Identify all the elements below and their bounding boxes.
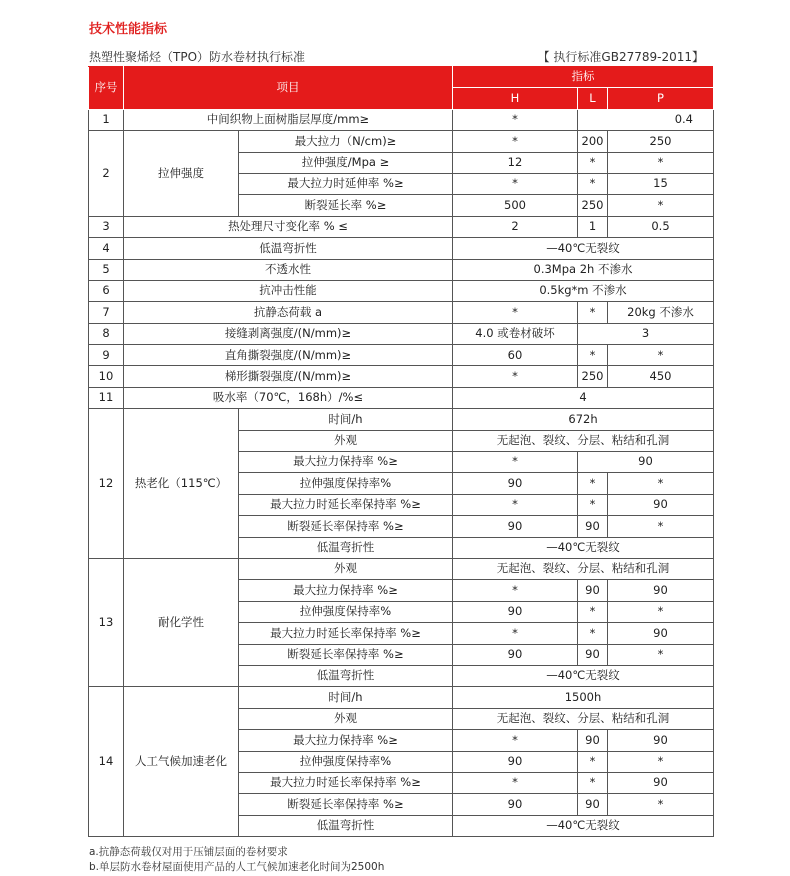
cell-h: * [453, 131, 578, 152]
row-item: 接缝剥离强度/(N/mm)≥ [124, 323, 453, 344]
cell-l: * [578, 751, 608, 772]
header-no: 序号 [89, 67, 124, 110]
cell-h: 500 [453, 195, 578, 216]
cell-lp: 90 [578, 452, 714, 473]
row-item: 抗冲击性能 [124, 280, 453, 301]
sub-item: 时间/h [239, 409, 453, 430]
header-l: L [578, 88, 608, 109]
footnotes [89, 845, 384, 875]
cell-p: 90 [608, 580, 714, 601]
cell-l: 90 [578, 644, 608, 665]
cell-h: 90 [453, 601, 578, 622]
cell-all: —40℃无裂纹 [453, 815, 714, 836]
table-row [89, 345, 714, 366]
sub-item: 拉伸强度保持率% [239, 751, 453, 772]
table-row [89, 687, 714, 708]
sub-item: 外观 [239, 558, 453, 579]
cell-all: 无起泡、裂纹、分层、粘结和孔洞 [453, 558, 714, 579]
cell-p: 90 [608, 772, 714, 793]
sub-item: 低温弯折性 [239, 537, 453, 558]
row-no: 11 [89, 387, 124, 408]
header-h: H [453, 88, 578, 109]
spec-table [88, 66, 714, 837]
table-row [89, 109, 714, 130]
cell-p: 90 [608, 623, 714, 644]
cell-lp: 3 [578, 323, 714, 344]
row-item: 直角撕裂强度/(N/mm)≥ [124, 345, 453, 366]
sub-item: 断裂延长率保持率 %≥ [239, 644, 453, 665]
cell-h: * [453, 452, 578, 473]
cell-p: * [608, 751, 714, 772]
cell-h: 90 [453, 751, 578, 772]
row-item: 梯形撕裂强度/(N/mm)≥ [124, 366, 453, 387]
cell-h: 2 [453, 216, 578, 237]
table-row [89, 366, 714, 387]
cell-l: 90 [578, 794, 608, 815]
standard-code: 【 执行标准GB27789-2011】 [537, 50, 704, 64]
cell-h: * [453, 366, 578, 387]
row-no: 10 [89, 366, 124, 387]
row-item: 不透水性 [124, 259, 453, 280]
cell-h: * [453, 580, 578, 601]
cell-l: * [578, 173, 608, 194]
cell-p: * [608, 152, 714, 173]
cell-p: * [608, 516, 714, 537]
row-no: 2 [89, 131, 124, 217]
standard-title: 热塑性聚烯烃（TPO）防水卷材执行标准 [89, 50, 306, 64]
cell-l: 250 [578, 366, 608, 387]
cell-l: 90 [578, 730, 608, 751]
section-heading: 技术性能指标 [89, 22, 168, 37]
cell-lp: 0.4 [578, 109, 714, 130]
cell-p: 15 [608, 173, 714, 194]
cell-l: 90 [578, 516, 608, 537]
cell-p: * [608, 195, 714, 216]
sub-item: 最大拉力保持率 %≥ [239, 452, 453, 473]
row-group: 人工气候加速老化 [124, 687, 239, 837]
cell-l: * [578, 601, 608, 622]
cell-p: * [608, 794, 714, 815]
sub-item: 低温弯折性 [239, 815, 453, 836]
sub-item: 拉伸强度保持率% [239, 473, 453, 494]
row-no: 1 [89, 109, 124, 130]
row-no: 9 [89, 345, 124, 366]
cell-all: —40℃无裂纹 [453, 537, 714, 558]
cell-h: * [453, 109, 578, 130]
sub-item: 拉伸强度/Mpa ≥ [239, 152, 453, 173]
cell-h: * [453, 494, 578, 515]
cell-l: * [578, 302, 608, 323]
row-item: 低温弯折性 [124, 238, 453, 259]
cell-h: 90 [453, 473, 578, 494]
table-row [89, 387, 714, 408]
cell-l: 90 [578, 580, 608, 601]
cell-p: 90 [608, 730, 714, 751]
cell-all: —40℃无裂纹 [453, 665, 714, 686]
table-row [89, 131, 714, 152]
cell-h: * [453, 730, 578, 751]
table-row [89, 558, 714, 579]
row-no: 13 [89, 558, 124, 686]
cell-h: 90 [453, 516, 578, 537]
cell-all: 4 [453, 387, 714, 408]
table-row [89, 216, 714, 237]
row-group: 耐化学性 [124, 558, 239, 686]
row-no: 7 [89, 302, 124, 323]
cell-l: * [578, 152, 608, 173]
row-no: 14 [89, 687, 124, 837]
sub-item: 断裂延长率 %≥ [239, 195, 453, 216]
cell-all: —40℃无裂纹 [453, 238, 714, 259]
sub-item: 时间/h [239, 687, 453, 708]
cell-l: * [578, 345, 608, 366]
cell-p: 250 [608, 131, 714, 152]
cell-h: 90 [453, 644, 578, 665]
cell-p: 450 [608, 366, 714, 387]
row-no: 6 [89, 280, 124, 301]
row-item: 热处理尺寸变化率 % ≤ [124, 216, 453, 237]
table-row [89, 280, 714, 301]
row-no: 12 [89, 409, 124, 559]
cell-p: * [608, 644, 714, 665]
sub-item: 拉伸强度保持率% [239, 601, 453, 622]
cell-l: * [578, 772, 608, 793]
cell-l: 200 [578, 131, 608, 152]
row-item: 吸水率（70℃，168h）/%≤ [124, 387, 453, 408]
cell-all: 0.5kg*m 不渗水 [453, 280, 714, 301]
row-no: 8 [89, 323, 124, 344]
footnote-a: a.抗静态荷载仅对用于压铺层面的卷材要求 [89, 846, 288, 858]
sub-item: 最大拉力时延长率保持率 %≥ [239, 494, 453, 515]
cell-l: 250 [578, 195, 608, 216]
row-no: 5 [89, 259, 124, 280]
cell-h: * [453, 623, 578, 644]
cell-all: 无起泡、裂纹、分层、粘结和孔洞 [453, 430, 714, 451]
cell-all: 无起泡、裂纹、分层、粘结和孔洞 [453, 708, 714, 729]
sub-item: 最大拉力时延长率保持率 %≥ [239, 772, 453, 793]
row-no: 4 [89, 238, 124, 259]
cell-p: * [608, 601, 714, 622]
cell-h: * [453, 302, 578, 323]
cell-l: * [578, 623, 608, 644]
sub-item: 断裂延长率保持率 %≥ [239, 794, 453, 815]
cell-p: * [608, 473, 714, 494]
row-group: 拉伸强度 [124, 131, 239, 217]
sub-item: 外观 [239, 430, 453, 451]
cell-h: * [453, 173, 578, 194]
header-item: 项目 [124, 67, 453, 110]
sub-item: 断裂延长率保持率 %≥ [239, 516, 453, 537]
sub-item: 最大拉力时延长率保持率 %≥ [239, 623, 453, 644]
row-no: 3 [89, 216, 124, 237]
cell-l: 1 [578, 216, 608, 237]
row-item: 抗静态荷载 a [124, 302, 453, 323]
row-item: 中间织物上面树脂层厚度/mm≥ [124, 109, 453, 130]
cell-hl: 4.0 或卷材破坏 [453, 323, 578, 344]
header-p: P [608, 88, 714, 109]
header-indicator: 指标 [453, 67, 714, 88]
cell-l: * [578, 494, 608, 515]
sub-item: 低温弯折性 [239, 665, 453, 686]
table-row [89, 302, 714, 323]
cell-l: * [578, 473, 608, 494]
cell-all: 1500h [453, 687, 714, 708]
sub-item: 最大拉力（N/cm)≥ [239, 131, 453, 152]
cell-p: * [608, 345, 714, 366]
table-row [89, 323, 714, 344]
cell-p: 90 [608, 494, 714, 515]
cell-p: 0.5 [608, 216, 714, 237]
cell-p: 20kg 不渗水 [608, 302, 714, 323]
cell-all: 0.3Mpa 2h 不渗水 [453, 259, 714, 280]
sub-item: 最大拉力时延伸率 %≥ [239, 173, 453, 194]
sub-item: 最大拉力保持率 %≥ [239, 730, 453, 751]
sub-item: 外观 [239, 708, 453, 729]
cell-h: * [453, 772, 578, 793]
cell-h: 12 [453, 152, 578, 173]
table-row [89, 409, 714, 430]
cell-all: 672h [453, 409, 714, 430]
sub-item: 最大拉力保持率 %≥ [239, 580, 453, 601]
table-row [89, 259, 714, 280]
cell-h: 90 [453, 794, 578, 815]
table-row [89, 238, 714, 259]
cell-h: 60 [453, 345, 578, 366]
header-row [89, 67, 714, 88]
row-group: 热老化（115℃） [124, 409, 239, 559]
footnote-b: b.单层防水卷材屋面使用产品的人工气候加速老化时间为2500h [89, 861, 385, 873]
